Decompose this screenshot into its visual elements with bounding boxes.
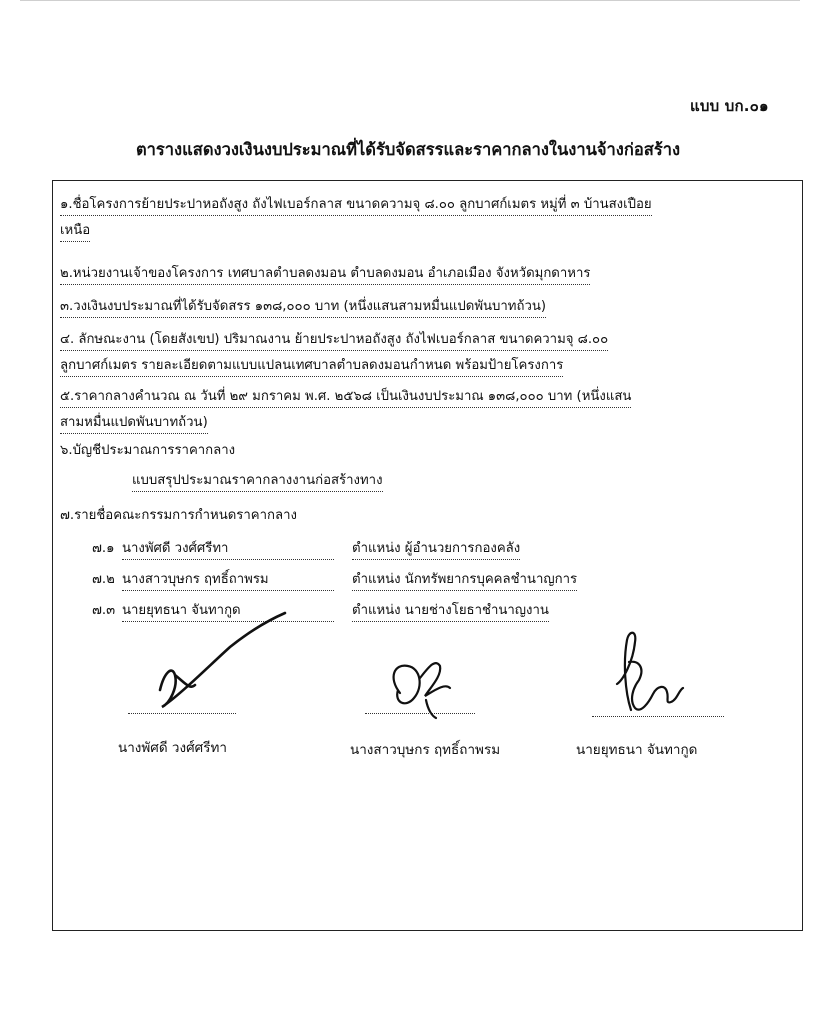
signature-3-scribble (605, 622, 705, 722)
committee-row-name: นางสาวบุษกร ฤทธิ์ถาพรม (122, 571, 334, 591)
page-title: ตารางแสดงวงเงินงบประมาณที่ได้รับจัดสรรและราคากลางในงานจ้างก่อสร้าง (135, 140, 681, 159)
item-1-project-name: ๑.ชื่อโครงการย้ายประปาหอถังสูง ถังไฟเบอร์กลาส ขนาดความจุ ๘.๐๐ ลูกบาศก์เมตร หมู่ที่ ๓ บ้านสงเปือย (60, 196, 652, 216)
top-border (20, 0, 800, 1)
signature-2-name: นางสาวบุษกร ฤทธิ์ถาพรม (350, 742, 501, 758)
committee-row-no: ๗.๒ (92, 572, 115, 587)
item-2-agency: ๒.หน่วยงานเจ้าของโครงการ เทศบาลตำบลดงมอน ตำบลดงมอน อำเภอเมือง จังหวัดมุกดาหาร (60, 265, 590, 285)
committee-row-name: นางพัศดี วงศ์ศรีทา (122, 540, 334, 560)
committee-row-position: ตำแหน่ง นายช่างโยธาชำนาญงาน (352, 602, 549, 622)
item-7-committee-heading: ๗.รายชื่อคณะกรรมการกำหนดราคากลาง (60, 508, 297, 523)
committee-row-name: นายยุทธนา จันทากูด (122, 602, 334, 622)
item-5-median-price: ๕.ราคากลางคำนวณ ณ วันที่ ๒๙ มกราคม พ.ศ. ๒๕๖๘ เป็นเงินงบประมาณ ๑๓๘,๐๐๐ บาท (หนึ่งแสน (60, 388, 631, 408)
committee-row-position: ตำแหน่ง ผู้อำนวยการกองคลัง (352, 540, 520, 560)
item-4-work-description: ๔. ลักษณะงาน (โดยสังเขป) ปริมาณงาน ย้ายประปาหอถังสูง ถังไฟเบอร์กลาส ขนาดความจุ ๘.๐๐ (60, 331, 608, 351)
signature-3-name: นายยุทธนา จันทากูด (576, 742, 698, 758)
item-1-project-name-cont: เหนือ (60, 222, 90, 242)
signature-1-line (128, 713, 236, 714)
signature-3-line (592, 716, 724, 717)
item-6-estimate-form: แบบสรุปประมาณราคากลางงานก่อสร้างทาง (132, 472, 383, 492)
item-3-budget: ๓.วงเงินงบประมาณที่ได้รับจัดสรร ๑๓๘,๐๐๐ บาท (หนึ่งแสนสามหมื่นแปดพันบาทถ้วน) (60, 298, 546, 318)
signature-2-scribble (380, 648, 470, 723)
form-code: แบบ บก.๐๑ (690, 97, 769, 115)
item-4-work-description-cont: ลูกบาศก์เมตร รายละเอียดตามแบบแปลนเทศบาลตำบลดงมอนกำหนด พร้อมป้ายโครงการ (60, 357, 563, 377)
item-6-estimate-list: ๖.บัญชีประมาณการราคากลาง (60, 443, 236, 458)
committee-row-no: ๗.๓ (92, 603, 116, 618)
committee-row-position: ตำแหน่ง นักทรัพยากรบุคคลชำนาญการ (352, 571, 577, 591)
committee-row-no: ๗.๑ (92, 541, 115, 556)
signature-1-name: นางพัศดี วงศ์ศรีทา (118, 740, 227, 756)
signature-2-line (365, 713, 475, 714)
item-5-median-price-cont: สามหมื่นแปดพันบาทถ้วน) (60, 414, 208, 434)
signature-1-scribble (150, 595, 290, 715)
